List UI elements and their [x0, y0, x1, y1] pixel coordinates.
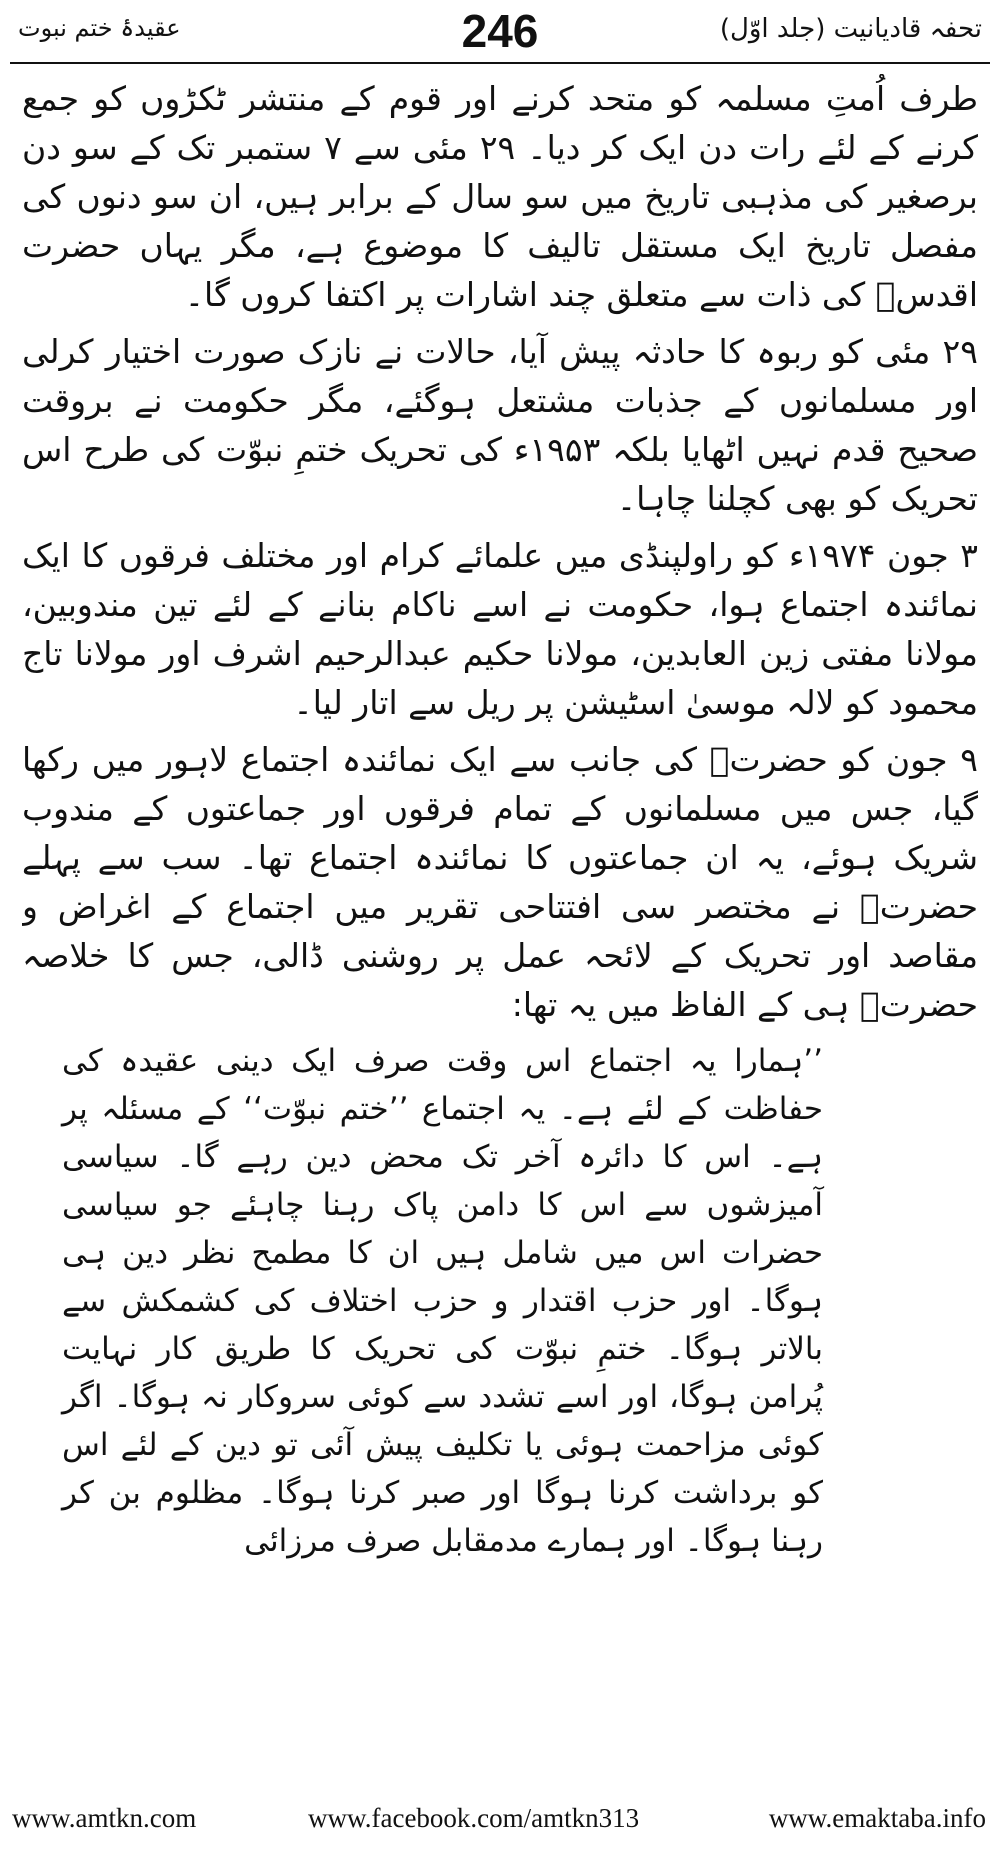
- paragraph: ۲۹ مئی کو ربوہ کا حادثہ پیش آیا، حالات نے نازک صورت اختیار کرلی اور مسلمانوں کے جذبات مشتعل ہوگئے، مگر حکومت نے بروقت صحیح قدم نہیں اٹھایا بلکہ ۱۹۵۳ء کی تحریک ختمِ نبوّت کی طرح اس تحریک کو بھی کچلنا چاہا۔: [22, 332, 978, 518]
- book-title: تحفہ قادیانیت (جلد اوّل): [719, 14, 982, 44]
- block-quote: ’’ہمارا یہ اجتماع اس وقت صرف ایک دینی عقیدہ کی حفاظت کے لئے ہے۔ یہ اجتماع ’’ختم نبوّت‘‘ کے مسئلہ پر ہے۔ اس کا دائرہ آخر تک محض دین رہے گا۔ سیاسی آمیزشوں سے اس کا دامن پاک رہنا چاہئے جو سیاسی حضرات اس میں شامل ہیں ان کا مطمح نظر دین ہی ہوگا۔ اور حزب اقتدار و حزب اختلاف کی کشمکش سے بالاتر ہوگا۔ ختمِ نبوّت کی تحریک کا طریق کار نہایت پُرامن ہوگا، اور اسے تشدد سے کوئی سروکار نہ ہوگا۔ اگر کوئی مزاحمت ہوئی یا تکلیف پیش آئی تو دین کے لئے اس کو برداشت کرنا ہوگا اور صبر کرنا ہوگا۔ مظلوم بن کر رہنا ہوگا۔ اور ہمارے مدمقابل صرف مرزائی: [62, 1043, 823, 1559]
- paragraph: ۳ جون ۱۹۷۴ء کو راولپنڈی میں علمائے کرام اور مختلف فرقوں کا ایک نمائندہ اجتماع ہوا، حکومت نے اسے ناکام بنانے کے لئے تین مندوبین، مولانا مفتی زین العابدین، مولانا حکیم عبدالرحیم اشرف اور مولانا تاج محمود کو لالہ موسیٰ اسٹیشن پر ریل سے اتار لیا۔: [22, 536, 978, 722]
- page-number: 246: [461, 5, 539, 57]
- page-footer: [0, 1793, 1000, 1843]
- footer-link-amtkn[interactable]: www.amtkn.com: [12, 1803, 197, 1833]
- footer-link-facebook[interactable]: www.facebook.com/amtkn313: [308, 1803, 640, 1833]
- section-title: عقیدۂ ختم نبوت: [18, 14, 181, 42]
- paragraph: طرف اُمتِ مسلمہ کو متحد کرنے اور قوم کے منتشر ٹکڑوں کو جمع کرنے کے لئے رات دن ایک کر دیا۔ ۲۹ مئی سے ۷ ستمبر تک کے سو دن برصغیر کی مذہبی تاریخ میں سو سال کے برابر ہیں، ان سو دنوں کی مفصل تاریخ ایک مستقل تالیف کا موضوع ہے، مگر یہاں حضرت اقدسؒ کی ذات سے متعلق چند اشارات پر اکتفا کروں گا۔: [22, 79, 978, 314]
- footer-link-emaktaba[interactable]: www.emaktaba.info: [768, 1803, 986, 1833]
- paragraph: ۹ جون کو حضرتؒ کی جانب سے ایک نمائندہ اجتماع لاہور میں رکھا گیا، جس میں مسلمانوں کے تمام فرقوں اور جماعتوں کے مندوب شریک ہوئے، یہ ان جماعتوں کا نمائندہ اجتماع تھا۔ سب سے پہلے حضرتؒ نے مختصر سی افتتاحی تقریر میں اجتماع کے اغراض و مقاصد اور تحریک کے لائحہ عمل پر روشنی ڈالی، جس کا خلاصہ حضرتؒ ہی کے الفاظ میں یہ تھا:: [22, 740, 978, 1024]
- page-body: [22, 74, 978, 1744]
- page-header: [10, 0, 990, 64]
